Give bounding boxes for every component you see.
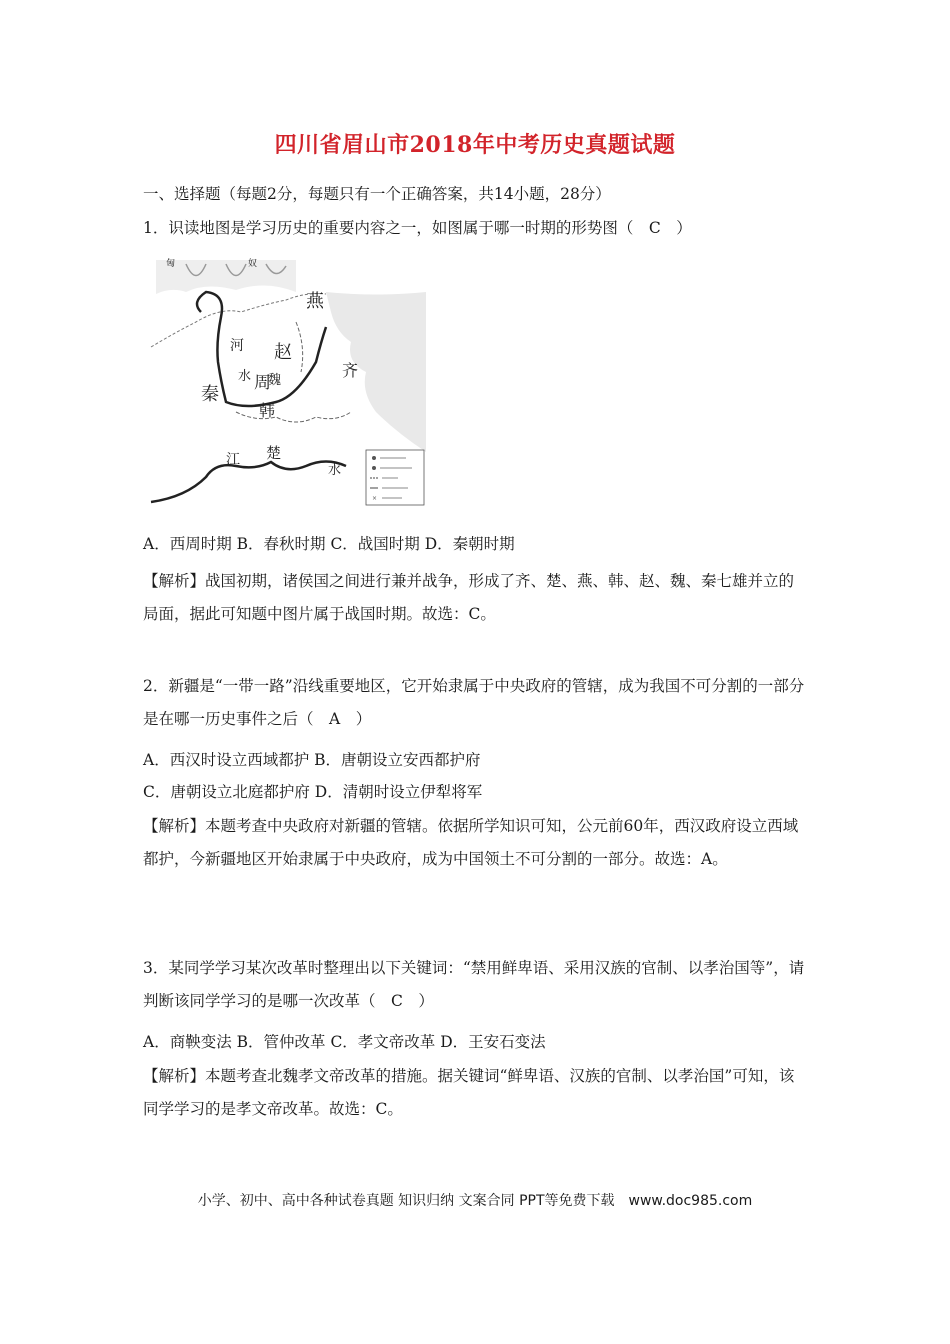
map-label-yan: 燕 bbox=[306, 291, 324, 312]
document-title: 四川省眉山市2018年中考历史真题试题 bbox=[274, 132, 676, 158]
map-label-shui-2: 水 bbox=[328, 463, 342, 478]
map-label-shui: 水 bbox=[238, 369, 252, 384]
map-label-han: 韩 bbox=[259, 401, 276, 420]
map-label-xiongnu-2: 奴 bbox=[248, 259, 258, 269]
question-1-stem: 1．识读地图是学习历史的重要内容之一，如图属于哪一时期的形势图（ C ） bbox=[143, 219, 692, 237]
question-3-options: A．商鞅变法 B．管仲改革 C．孝文帝改革 D．王安石变法 bbox=[143, 1033, 546, 1051]
map-label-he: 河 bbox=[230, 338, 244, 354]
map-label-xiongnu-1: 匈 bbox=[166, 259, 176, 269]
page-footer: 小学、初中、高中各种试卷真题 知识归纳 文案合同 PPT等免费下载 www.doc985.com bbox=[197, 1193, 753, 1209]
question-2-analysis: 【解析】本题考查中央政府对新疆的管辖。依据所学知识可知，公元前60年，西汉政府设立西域都护，今新疆地区开始隶属于中央政府，成为中国领土不可分割的一部分。故选：A。 bbox=[143, 817, 799, 868]
question-3-analysis: 【解析】本题考查北魏孝文帝改革的措施。据关键词“鲜卑语、汉族的官制、以孝治国”可知，该同学学习的是孝文帝改革。故选：C。 bbox=[143, 1067, 795, 1118]
question-3-stem: 3．某同学学习某次改革时整理出以下关键词：“禁用鲜卑语、采用汉族的官制、以孝治国等”，请判断该同学学习的是哪一次改革（ C ） bbox=[143, 959, 805, 1010]
map-label-chu: 楚 bbox=[266, 444, 282, 462]
question-1-options: A．西周时期 B．春秋时期 C．战国时期 D．秦朝时期 bbox=[143, 535, 515, 553]
map-label-zhou: 周 bbox=[254, 373, 271, 393]
question-1-analysis: 【解析】战国初期，诸侯国之间进行兼并战争，形成了齐、楚、燕、韩、赵、魏、秦七雄并立的局面，据此可知题中图片属于战国时期。故选：C。 bbox=[143, 572, 795, 623]
map-label-qin: 秦 bbox=[201, 384, 219, 405]
question-2-options-1: A．西汉时设立西域都护 B．唐朝设立安西都护府 bbox=[143, 751, 481, 769]
map-label-jiang: 江 bbox=[226, 452, 240, 468]
map-label-zhao: 赵 bbox=[274, 342, 292, 363]
section-heading: 一、选择题（每题2分，每题只有一个正确答案，共14小题，28分） bbox=[143, 185, 611, 203]
map-label-wei: 魏 bbox=[268, 373, 282, 388]
question-2-options-2: C．唐朝设立北庭都护府 D．清朝时设立伊犁将军 bbox=[143, 783, 483, 801]
warring-states-map bbox=[146, 252, 426, 510]
map-label-qi: 齐 bbox=[342, 361, 359, 380]
svg-text:×: × bbox=[372, 495, 378, 502]
question-2-stem: 2．新疆是“一带一路”沿线重要地区，它开始隶属于中央政府的管辖，成为我国不可分割的一部分是在哪一历史事件之后（ A ） bbox=[143, 677, 805, 728]
